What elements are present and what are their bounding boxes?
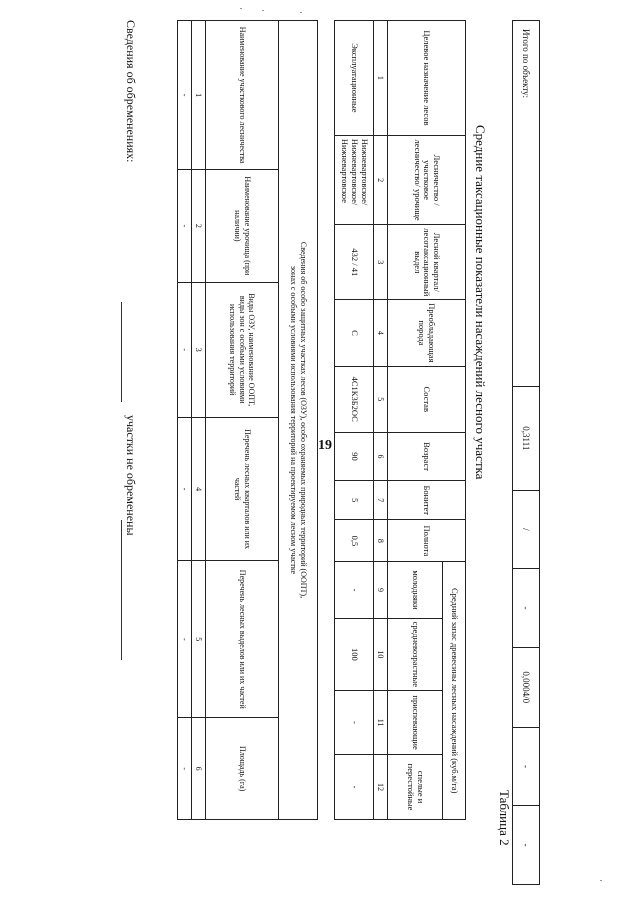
table-cell: - [178,417,192,560]
encumbrance-value: участки не обременены [124,415,138,536]
total-value: 0,0004/0 [513,647,540,727]
table-row [178,21,192,820]
col-header-species: Преобладающая порода [388,300,466,366]
column-number: 6 [192,718,206,820]
col-header-area: Площадь (га) [206,718,279,820]
cell-age: 90 [335,432,374,480]
total-value: / [513,490,540,569]
page-number: 19 [318,438,332,453]
table-label: Таблица 2 [497,790,512,846]
cell-bonitet: 5 [335,481,374,520]
underline [121,302,122,402]
total-row-table [512,20,540,885]
column-number: 10 [374,618,388,690]
table-cell: - [178,170,192,282]
scan-speck [240,8,242,9]
col-header-middle: средневозрастные [388,618,443,690]
total-value: 0,3111 [513,387,540,490]
oopt-table [177,20,318,820]
scan-speck [600,880,602,881]
column-number: 7 [374,481,388,520]
cell-purpose: Эксплуатационные [335,21,374,136]
cell-density: 0,5 [335,520,374,562]
col-header-district: Наименование участкового лесничества [206,21,279,170]
column-number: 3 [374,225,388,300]
total-label: Итого по объекту: [513,21,540,387]
underline [121,520,122,660]
cell-forestry: Нижневартовское/ Нижневартовское/ Нижневартовское [335,135,374,224]
rotated-sheet [60,20,540,885]
taxation-table [334,20,466,820]
scan-speck [300,12,302,13]
total-value: - [513,806,540,885]
column-number: 5 [192,561,206,718]
encumbrance-label: Сведения об обременениях: [124,20,138,163]
table-cell: - [178,282,192,417]
cell-young: - [335,562,374,618]
cell-species: С [335,300,374,366]
table-cell: - [178,561,192,718]
column-number: 11 [374,691,388,755]
column-number: 2 [192,170,206,282]
cell-middle: 100 [335,618,374,690]
scan-speck [262,10,264,11]
cell-maturing: - [335,691,374,755]
total-row [513,21,540,885]
col-header-purpose: Целевое назначение лесов [388,21,466,136]
column-number: 3 [192,282,206,417]
col-header-maturing: приспевающие [388,691,443,755]
col-header-density: Полнота [388,520,466,562]
oopt-caption [279,21,318,820]
col-header-quarter: Лесной квартал/ лесотаксационный выдел [388,225,466,300]
column-number: 6 [374,432,388,480]
column-number: 5 [374,366,388,432]
column-number: 2 [374,135,388,224]
column-number: 4 [192,417,206,560]
column-number: 8 [374,520,388,562]
total-value: - [513,569,540,648]
col-header-forestry: Лесничество /участковое лесничество/ урочище [388,135,466,224]
column-number-row [374,21,388,820]
cell-mature: - [335,755,374,820]
col-header-young: молодняки [388,562,443,618]
column-number: 4 [374,300,388,366]
oopt-caption-line: зонах с особыми условиями использования территорий на проектируемом лесном участке [289,265,298,575]
col-header-quarters: Перечень лесных кварталов или их частей [206,417,279,560]
oopt-caption-line: Сведения об особо защитных участках лесов (ОЗУ), особо охраняемых природных территорий (ООПТ), [298,241,308,599]
column-number: 1 [374,21,388,136]
col-header-mature: спелые и перестойные [388,755,443,820]
cell-quarter: 432 / 41 [335,225,374,300]
cell-composition: 4С1К3Б2ОС [335,366,374,432]
col-header-age: Возраст [388,432,466,480]
table-cell: - [178,21,192,170]
section-heading: Средние таксационные показатели насаждений лесного участка [473,125,488,480]
col-header-bonitet: Бонитет [388,481,466,520]
col-header-tract: Наименование урочища (при наличии) [206,170,279,282]
column-number-row [192,21,206,820]
col-header-stock-group: Средний запас древесины лесных насаждений (куб.м/га) [443,562,466,820]
column-number: 9 [374,562,388,618]
table-cell: - [178,718,192,820]
column-number: 12 [374,755,388,820]
column-number: 1 [192,21,206,170]
col-header-plots: Перечень лесных выделов или их частей [206,561,279,718]
table-row [335,21,374,820]
col-header-types: Виды ОЗУ, наименование ООПТ, виды зон с особыми условиями использования территорий [206,282,279,417]
total-value: - [513,727,540,806]
col-header-composition: Состав [388,366,466,432]
